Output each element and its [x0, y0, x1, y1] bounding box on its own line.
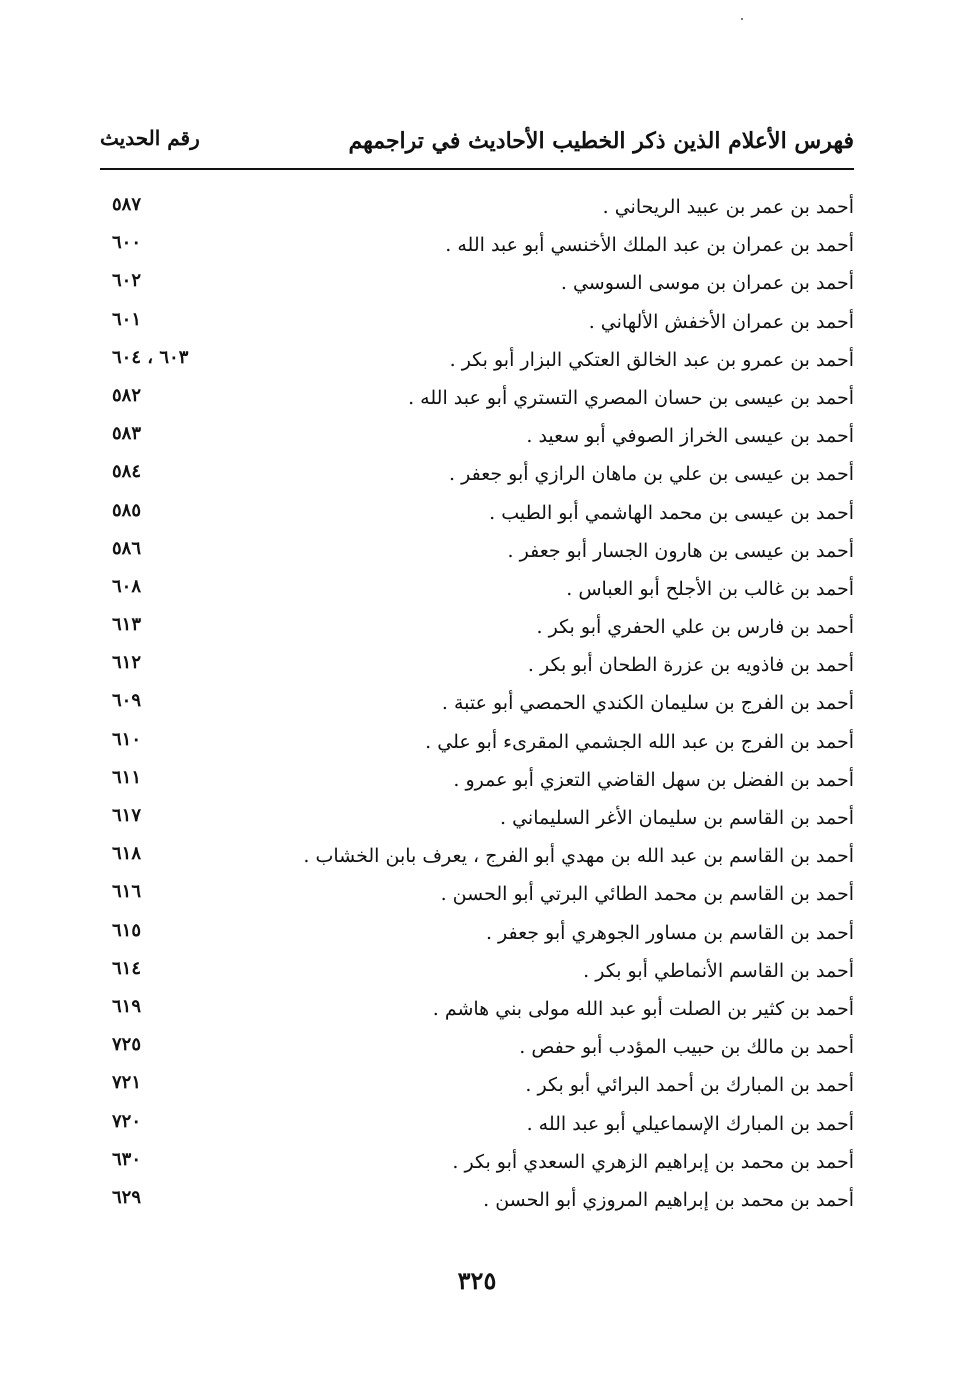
entry-name: أحمد بن الفضل بن سهل القاضي التعزي أبو عمرو .	[453, 768, 854, 791]
entry-name: أحمد بن الفرج بن عبد الله الجشمي المقرىء أبو علي .	[425, 730, 854, 753]
entry-name: أحمد بن عمران بن موسى السوسي .	[560, 272, 854, 295]
entry-name: أحمد بن القاسم الأنماطي أبو بكر .	[583, 959, 854, 982]
index-entry	[100, 914, 854, 952]
index-entry	[100, 417, 854, 455]
entry-number: ٥٨٢	[112, 384, 142, 406]
index-entry	[100, 990, 854, 1028]
index-entry	[100, 1028, 854, 1066]
entry-name: أحمد بن محمد بن إبراهيم الزهري السعدي أبو بكر .	[452, 1150, 854, 1173]
page-title: فهرس الأعلام الذين ذكر الخطيب الأحاديث في تراجمهم	[348, 128, 854, 154]
entry-number: ٦١١	[112, 766, 142, 788]
index-entry	[100, 532, 854, 570]
entry-number: ٦١٦	[112, 881, 142, 903]
entry-number: ٦٠٢	[112, 270, 142, 292]
index-entry	[100, 608, 854, 646]
index-entry	[100, 264, 854, 302]
entry-name: أحمد بن الفرج بن سليمان الكندي الحمصي أبو عتبة .	[441, 692, 854, 715]
entry-name: أحمد بن عيسى بن هارون الجسار أبو جعفر .	[507, 539, 854, 562]
entry-number: ٥٨٤	[112, 461, 142, 483]
index-entry	[100, 188, 854, 226]
entry-number: ٧٢٠	[112, 1110, 142, 1132]
entry-name: أحمد بن غالب بن الأجلح أبو العباس .	[566, 577, 854, 600]
entry-number: ٦٠٨	[112, 575, 142, 597]
entry-number: ٧٢٥	[112, 1034, 142, 1056]
index-entry	[100, 1181, 854, 1219]
entry-name: أحمد بن القاسم بن سليمان الأغر السليماني .	[500, 807, 854, 829]
entry-name: أحمد بن القاسم بن عبد الله بن مهدي أبو الفرج ، يعرف بابن الخشاب .	[303, 845, 854, 868]
entry-number: ٦١٥	[112, 919, 142, 941]
entry-name: أحمد بن عيسى الخراز الصوفي أبو سعيد .	[526, 425, 854, 448]
entry-number: ٦٠٩	[112, 690, 142, 712]
entry-number: ٥٨٥	[112, 499, 142, 521]
index-entry	[100, 379, 854, 417]
entry-name: أحمد بن عيسى بن حسان المصري التستري أبو عبد الله .	[408, 386, 854, 409]
entry-name: أحمد بن المبارك بن أحمد البرائي أبو بكر .	[525, 1074, 854, 1097]
index-entry	[100, 494, 854, 532]
index-entry	[100, 684, 854, 722]
entry-name: أحمد بن كثير بن الصلت أبو عبد الله مولى بني هاشم .	[432, 997, 854, 1020]
entry-number: ٧٢١	[112, 1072, 142, 1094]
index-entry	[100, 341, 854, 379]
index-entry	[100, 1105, 854, 1143]
entry-name: أحمد بن عيسى بن محمد الهاشمي أبو الطيب .	[489, 501, 854, 524]
entry-name: أحمد بن عيسى بن علي بن ماهان الرازي أبو جعفر .	[449, 463, 854, 486]
entry-name: أحمد بن مالك بن حبيب المؤدب أبو حفص .	[519, 1036, 854, 1059]
entry-name: أحمد بن القاسم بن مساور الجوهري أبو جعفر .	[485, 921, 854, 944]
entry-number: ٦١٢	[112, 652, 142, 674]
entry-number: ٦١٣	[112, 614, 142, 636]
entry-name: أحمد بن عمران الأخفش الألهاني .	[588, 310, 854, 333]
index-entry	[100, 646, 854, 684]
entry-number: ٦٣٠	[112, 1148, 142, 1170]
column-label: رقم الحديث	[100, 126, 200, 150]
entry-number: ٦١٧	[112, 805, 142, 826]
entry-name: أحمد بن عمران بن عبد الملك الأخنسي أبو عبد الله .	[445, 234, 854, 257]
entry-name: أحمد بن عمرو بن عبد الخالق العتكي البزار أبو بكر .	[449, 348, 854, 371]
index-entry	[100, 799, 854, 837]
entry-name: أحمد بن فارس بن علي الحفري أبو بكر .	[536, 616, 854, 639]
index-entry	[100, 1143, 854, 1181]
entry-number: ٦١٨	[112, 843, 142, 865]
entry-number: ٥٨٣	[112, 423, 142, 445]
entry-name: أحمد بن محمد بن إبراهيم المروزي أبو الحسن .	[483, 1188, 854, 1211]
entry-number: ٥٨٧	[112, 194, 142, 215]
index-entry	[100, 952, 854, 990]
entry-number: ٦١٩	[112, 995, 142, 1017]
entry-number: ٦١٤	[112, 957, 142, 979]
entry-number: ٦٢٩	[112, 1186, 142, 1208]
index-list	[100, 188, 854, 1219]
entry-number: ٦٠٠	[112, 232, 142, 254]
page-number: ٣٢٥	[457, 1266, 497, 1295]
entry-number: ٦١٠	[112, 728, 142, 750]
entry-number: ٦٠٣ ، ٦٠٤	[112, 346, 189, 368]
entry-number: ٥٨٦	[112, 537, 142, 559]
entry-name: أحمد بن عمر بن عبيد الريحاني .	[602, 196, 854, 218]
index-entry	[100, 837, 854, 875]
scan-speck	[741, 18, 743, 20]
page-header	[100, 118, 854, 170]
index-entry	[100, 1066, 854, 1104]
index-entry	[100, 303, 854, 341]
index-entry	[100, 723, 854, 761]
index-entry	[100, 455, 854, 493]
entry-name: أحمد بن القاسم بن محمد الطائي البرتي أبو الحسن .	[440, 883, 854, 906]
entry-number: ٦٠١	[112, 308, 142, 330]
entry-name: أحمد بن فاذويه بن عزرة الطحان أبو بكر .	[527, 654, 854, 677]
entry-name: أحمد بن المبارك الإسماعيلي أبو عبد الله .	[526, 1112, 854, 1135]
index-entry	[100, 226, 854, 264]
index-entry	[100, 570, 854, 608]
index-entry	[100, 875, 854, 913]
index-entry	[100, 761, 854, 799]
